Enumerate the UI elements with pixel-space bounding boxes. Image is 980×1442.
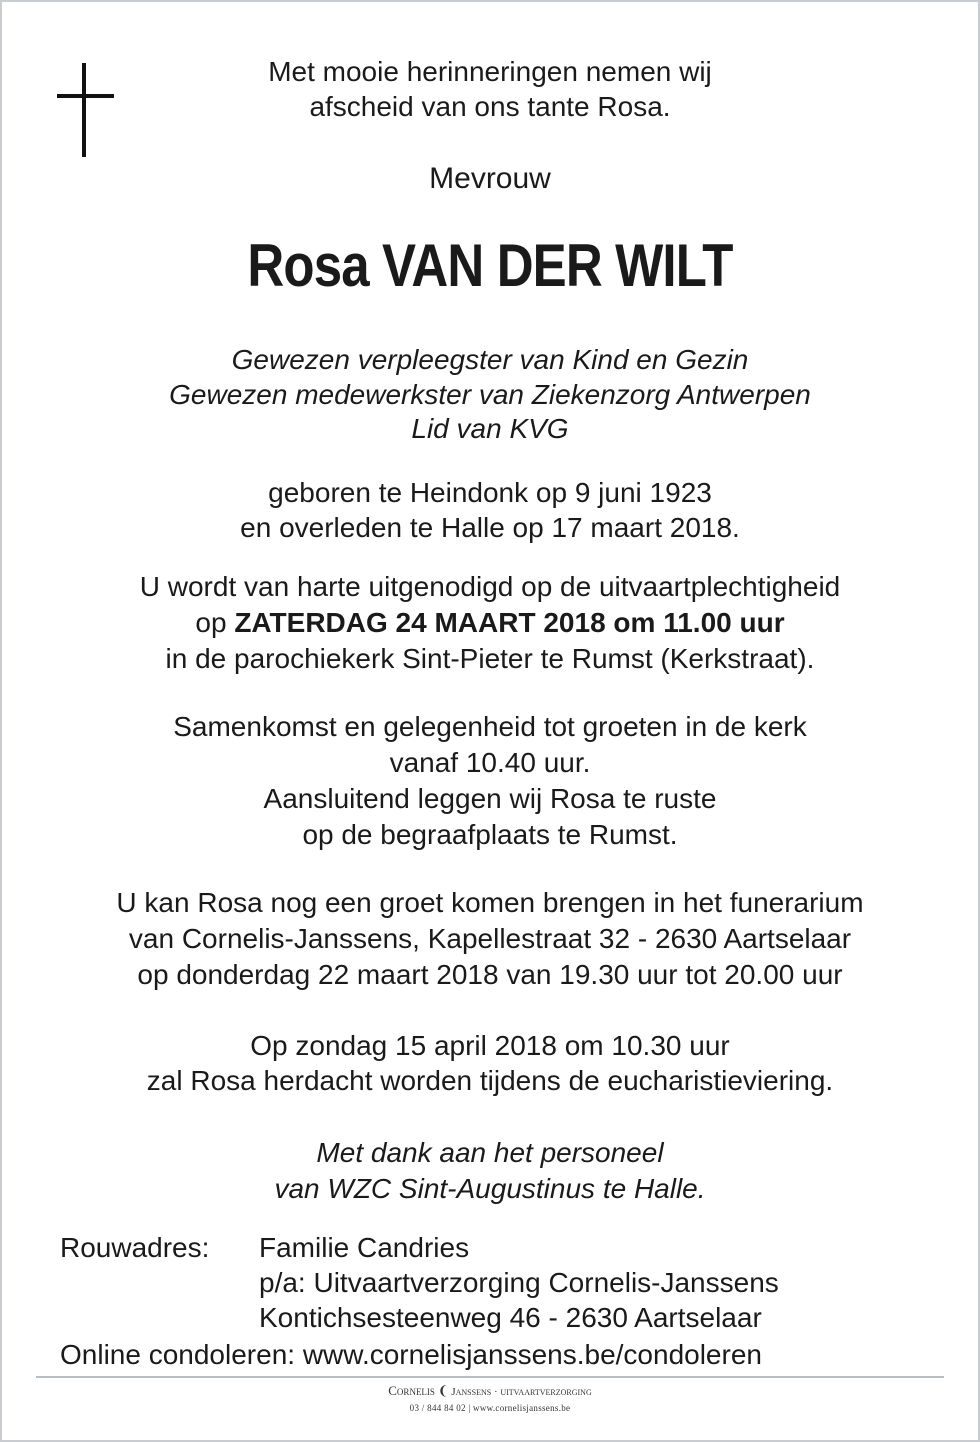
memorial-mass: Op zondag 15 april 2018 om 10.30 uur zal Rosa herdacht worden tijdens de eucharistieviering. [146, 1030, 834, 1096]
intro-text: Met mooie herinneringen nemen wij afscheid van ons tante Rosa. [268, 56, 712, 122]
funeral-datetime: ZATERDAG 24 MAART 2018 om 11.00 uur [234, 607, 785, 638]
gathering-info: Samenkomst en gelegenheid tot groeten in de kerk vanaf 10.40 uur. Aansluitend leggen wij Rosa te ruste op de begraafplaats te Rumst. [173, 711, 807, 850]
funeral-invitation: U wordt van harte uitgenodigd op de uitvaartplechtigheid op ZATERDAG 24 MAART 2018 om 11.00 uur in de parochiekerk Sint-Pieter te Rumst (Kerkstraat). [139, 571, 841, 674]
funeral-home-visit: U kan Rosa nog een groet komen brengen in het funerarium van Cornelis-Janssens, Kapellestraat 32 - 2630 Aartselaar op donderdag 22 maart 2018 van 19.30 uur tot 20.00 uur [116, 887, 864, 990]
roles: Gewezen verpleegster van Kind en Gezin Gewezen medewerkster van Ziekenzorg Antwerpen Lid van KVG [169, 344, 811, 444]
funeral-company-logo: Cornelis ❨ Janssens · uitvaartverzorging [388, 1383, 592, 1398]
deceased-name: Rosa VAN DER WILT [247, 232, 733, 299]
thanks-note: Met dank aan het personeel van WZC Sint-Augustinus te Halle. [274, 1137, 706, 1204]
footer-divider [36, 1376, 944, 1378]
salutation: Mevrouw [429, 162, 551, 195]
life-dates: geboren te Heindonk op 9 juni 1923 en overleden te Halle op 17 maart 2018. [240, 477, 740, 543]
funeral-company-contact: 03 / 844 84 02 | www.cornelisjanssens.be [409, 1403, 571, 1413]
logo-mark-icon: ❨ [437, 1383, 449, 1398]
mourning-address: Rouwadres: Familie Candries p/a: Uitvaartverzorging Cornelis-Janssens Kontichsesteenweg 46 - 2630 Aartselaar [60, 1232, 779, 1333]
address-label: Rouwadres: [60, 1232, 210, 1263]
online-condolences-link[interactable]: Online condoleren: www.cornelisjanssens.be/condoleren [60, 1339, 762, 1370]
